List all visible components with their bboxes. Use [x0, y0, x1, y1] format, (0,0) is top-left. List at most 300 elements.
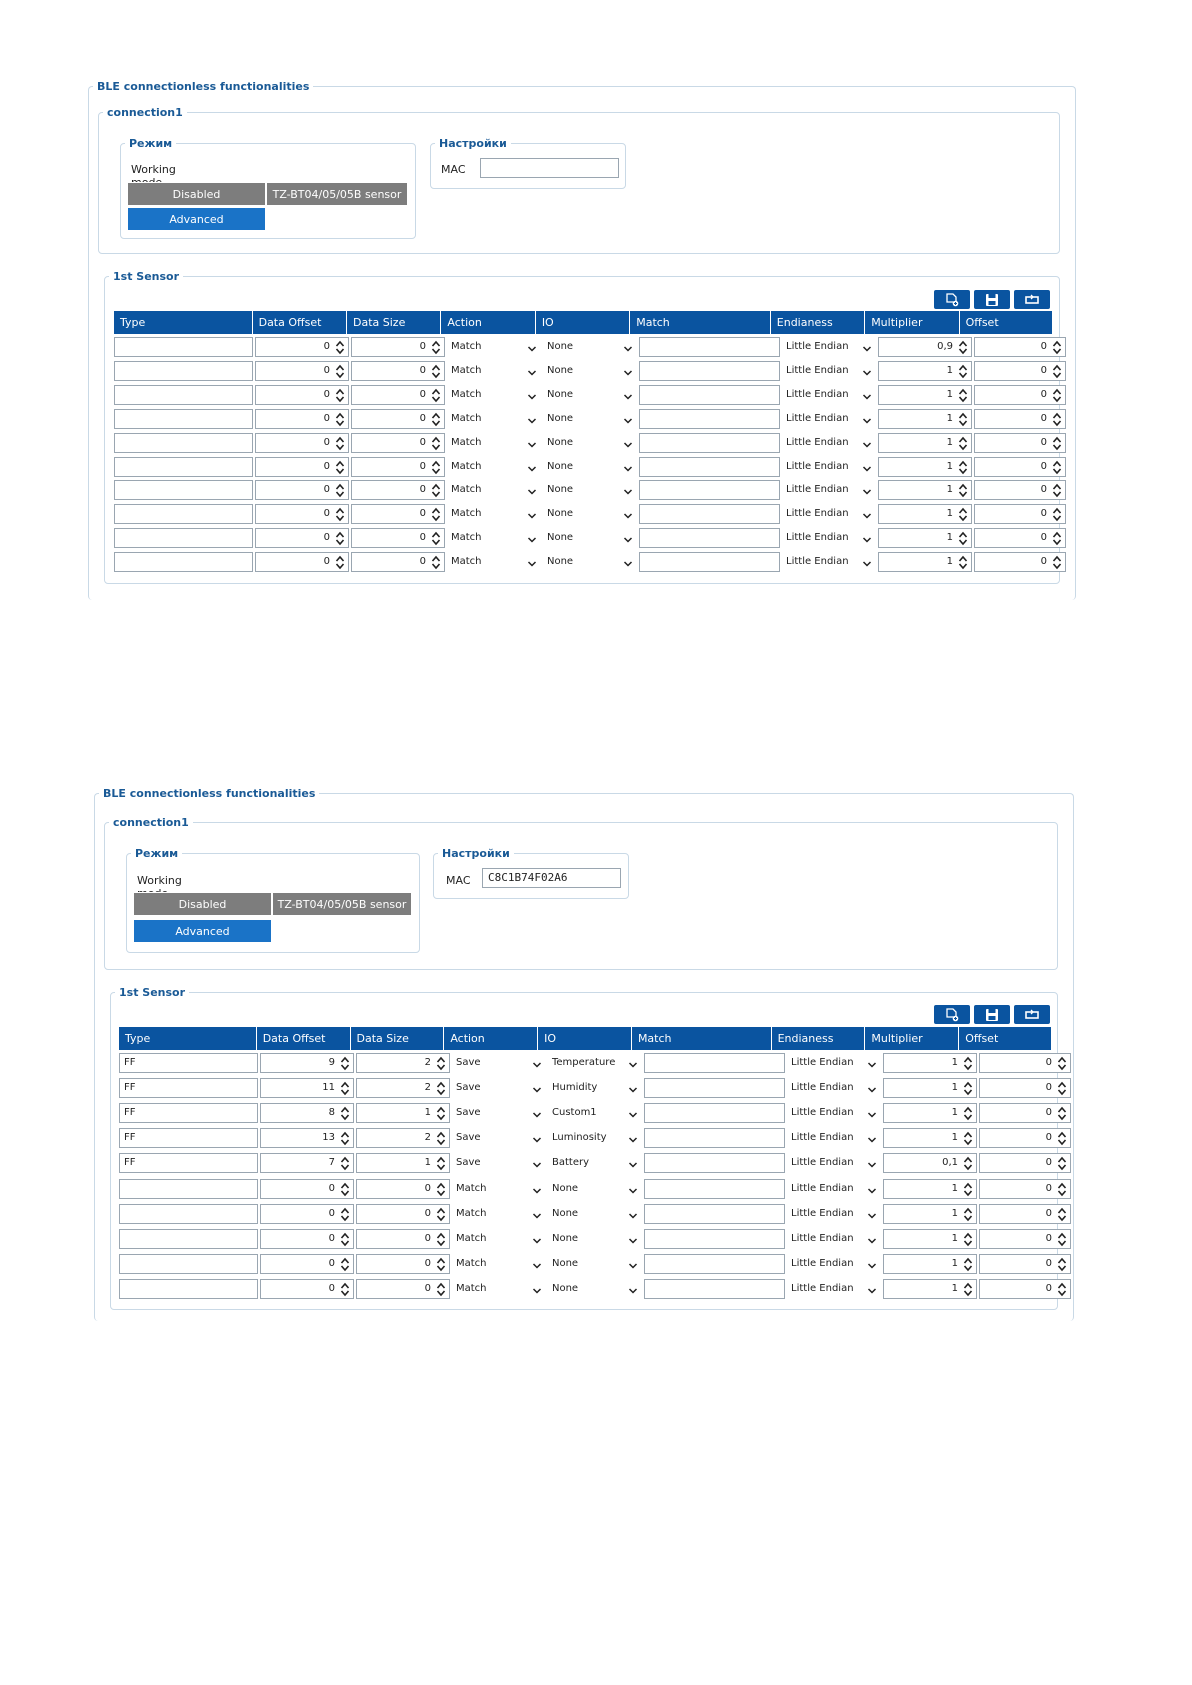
data-offset-spinner-value: 0: [323, 364, 330, 376]
data-offset-spinner[interactable]: [260, 1254, 354, 1274]
spinner-arrows-icon[interactable]: [963, 1056, 973, 1071]
spinner-arrows-icon[interactable]: [958, 507, 968, 522]
action-select[interactable]: [447, 528, 541, 548]
spinner-arrows-icon[interactable]: [436, 1056, 446, 1071]
data-offset-spinner[interactable]: [255, 337, 349, 357]
offset-spinner[interactable]: [974, 552, 1066, 572]
action-select-value: Match: [451, 436, 482, 448]
type-input[interactable]: [119, 1128, 258, 1148]
mode-disabled-button[interactable]: Disabled: [127, 182, 266, 206]
spinner-arrows-icon[interactable]: [335, 507, 345, 522]
spinner-arrows-icon[interactable]: [436, 1207, 446, 1222]
mode-sensor-button[interactable]: TZ-BT04/05/05B sensor: [266, 182, 408, 206]
spinner-arrows-icon[interactable]: [958, 555, 968, 570]
ble-title: BLE connectionless functionalities: [97, 80, 310, 93]
multiplier-spinner[interactable]: [883, 1103, 977, 1123]
match-input[interactable]: [644, 1229, 785, 1249]
spinner-arrows-icon[interactable]: [431, 364, 441, 379]
io-select[interactable]: [548, 1053, 642, 1073]
spinner-arrows-icon[interactable]: [958, 412, 968, 427]
io-select[interactable]: [543, 457, 637, 477]
type-input[interactable]: [119, 1204, 258, 1224]
io-select[interactable]: [548, 1204, 642, 1224]
chevron-down-icon: [527, 462, 537, 472]
multiplier-spinner[interactable]: [883, 1204, 977, 1224]
add-file-button[interactable]: [934, 1005, 970, 1024]
spinner-arrows-icon[interactable]: [436, 1282, 446, 1297]
multiplier-spinner[interactable]: [883, 1179, 977, 1199]
io-select[interactable]: [548, 1128, 642, 1148]
action-select[interactable]: [452, 1078, 546, 1098]
type-input[interactable]: [119, 1078, 258, 1098]
type-input[interactable]: [114, 337, 253, 357]
data-size-spinner[interactable]: [356, 1279, 450, 1299]
endianess-select[interactable]: [787, 1153, 881, 1173]
data-size-spinner[interactable]: [351, 337, 445, 357]
multiplier-spinner[interactable]: [883, 1078, 977, 1098]
endianess-select[interactable]: [782, 337, 876, 357]
endianess-select[interactable]: [782, 361, 876, 381]
io-select[interactable]: [543, 528, 637, 548]
io-select[interactable]: [543, 433, 637, 453]
match-input[interactable]: [639, 385, 780, 405]
offset-spinner[interactable]: [979, 1078, 1071, 1098]
data-size-spinner[interactable]: [351, 552, 445, 572]
offset-spinner[interactable]: [979, 1103, 1071, 1123]
multiplier-spinner[interactable]: [878, 385, 972, 405]
spinner-arrows-icon[interactable]: [335, 483, 345, 498]
spinner-arrows-icon[interactable]: [963, 1081, 973, 1096]
io-select[interactable]: [543, 337, 637, 357]
spinner-arrows-icon[interactable]: [1057, 1282, 1067, 1297]
multiplier-spinner[interactable]: [883, 1229, 977, 1249]
data-offset-spinner[interactable]: [255, 385, 349, 405]
offset-spinner[interactable]: [974, 385, 1066, 405]
spinner-arrows-icon[interactable]: [1057, 1156, 1067, 1171]
data-offset-spinner[interactable]: [260, 1078, 354, 1098]
spinner-arrows-icon[interactable]: [1057, 1257, 1067, 1272]
offset-spinner[interactable]: [979, 1229, 1071, 1249]
match-input[interactable]: [644, 1254, 785, 1274]
action-select-value: Save: [456, 1057, 481, 1068]
multiplier-spinner[interactable]: [878, 504, 972, 524]
offset-spinner[interactable]: [979, 1279, 1071, 1299]
data-size-spinner-value: 1: [424, 1157, 431, 1169]
spinner-arrows-icon[interactable]: [340, 1106, 350, 1121]
io-select[interactable]: [548, 1254, 642, 1274]
io-select[interactable]: [543, 504, 637, 524]
offset-spinner[interactable]: [974, 433, 1066, 453]
multiplier-spinner[interactable]: [883, 1053, 977, 1073]
match-input[interactable]: [639, 504, 780, 524]
endianess-select[interactable]: [782, 480, 876, 500]
spinner-arrows-icon[interactable]: [1057, 1182, 1067, 1197]
action-select[interactable]: [452, 1279, 546, 1299]
data-offset-spinner-value: 9: [328, 1057, 335, 1068]
offset-spinner[interactable]: [974, 361, 1066, 381]
match-input[interactable]: [644, 1153, 785, 1173]
spinner-arrows-icon[interactable]: [963, 1232, 973, 1247]
spinner-arrows-icon[interactable]: [431, 340, 441, 355]
spinner-arrows-icon[interactable]: [431, 460, 441, 475]
data-offset-spinner-value: 0: [323, 556, 330, 568]
match-input[interactable]: [644, 1103, 785, 1123]
spinner-arrows-icon[interactable]: [340, 1257, 350, 1272]
spinner-arrows-icon[interactable]: [340, 1282, 350, 1297]
data-offset-spinner[interactable]: [255, 552, 349, 572]
save-button[interactable]: [974, 290, 1010, 309]
endianess-select[interactable]: [782, 433, 876, 453]
endianess-select-value: Little Endian: [791, 1107, 854, 1119]
spinner-arrows-icon[interactable]: [340, 1207, 350, 1222]
offset-spinner[interactable]: [974, 504, 1066, 524]
spinner-arrows-icon[interactable]: [1052, 364, 1062, 379]
spinner-arrows-icon[interactable]: [958, 460, 968, 475]
data-size-spinner[interactable]: [356, 1153, 450, 1173]
column-header-endianess: Endianess: [772, 1027, 866, 1050]
data-size-spinner[interactable]: [356, 1103, 450, 1123]
spinner-arrows-icon[interactable]: [958, 531, 968, 546]
mode-sensor-button[interactable]: TZ-BT04/05/05B sensor: [272, 892, 412, 916]
io-select[interactable]: [543, 409, 637, 429]
action-select[interactable]: [452, 1053, 546, 1073]
offset-spinner[interactable]: [979, 1053, 1071, 1073]
spinner-arrows-icon[interactable]: [1057, 1056, 1067, 1071]
match-input[interactable]: [639, 361, 780, 381]
type-input[interactable]: [119, 1103, 258, 1123]
data-size-spinner[interactable]: [356, 1229, 450, 1249]
type-input[interactable]: [114, 433, 253, 453]
action-select[interactable]: [452, 1103, 546, 1123]
spinner-arrows-icon[interactable]: [335, 555, 345, 570]
endianess-select[interactable]: [782, 385, 876, 405]
data-size-spinner[interactable]: [356, 1078, 450, 1098]
spinner-arrows-icon[interactable]: [335, 531, 345, 546]
action-select[interactable]: [447, 337, 541, 357]
spinner-arrows-icon[interactable]: [1057, 1207, 1067, 1222]
data-size-spinner[interactable]: [351, 528, 445, 548]
type-input[interactable]: [119, 1279, 258, 1299]
action-select[interactable]: [452, 1229, 546, 1249]
spinner-arrows-icon[interactable]: [1052, 507, 1062, 522]
offset-spinner-value: 0: [1045, 1207, 1052, 1219]
spinner-arrows-icon[interactable]: [335, 436, 345, 451]
data-size-spinner[interactable]: [351, 504, 445, 524]
endianess-select[interactable]: [787, 1078, 881, 1098]
io-select[interactable]: [548, 1279, 642, 1299]
spinner-arrows-icon[interactable]: [340, 1232, 350, 1247]
offset-spinner[interactable]: [974, 409, 1066, 429]
io-select[interactable]: [543, 361, 637, 381]
data-offset-spinner[interactable]: [255, 409, 349, 429]
spinner-arrows-icon[interactable]: [1052, 531, 1062, 546]
table-row: [114, 433, 1068, 453]
action-select-value: Save: [456, 1157, 481, 1169]
spinner-arrows-icon[interactable]: [963, 1131, 973, 1146]
add-file-button[interactable]: [934, 290, 970, 309]
action-select[interactable]: [452, 1128, 546, 1148]
multiplier-spinner[interactable]: [878, 337, 972, 357]
match-input[interactable]: [639, 480, 780, 500]
data-offset-spinner[interactable]: [255, 361, 349, 381]
endianess-select[interactable]: [787, 1053, 881, 1073]
type-input[interactable]: [114, 361, 253, 381]
multiplier-spinner[interactable]: [883, 1153, 977, 1173]
multiplier-spinner[interactable]: [878, 433, 972, 453]
action-select[interactable]: [447, 409, 541, 429]
match-input[interactable]: [639, 337, 780, 357]
spinner-arrows-icon[interactable]: [958, 436, 968, 451]
spinner-arrows-icon[interactable]: [1057, 1106, 1067, 1121]
multiplier-spinner-value: 1: [946, 556, 953, 568]
spinner-arrows-icon[interactable]: [436, 1131, 446, 1146]
spinner-arrows-icon[interactable]: [431, 412, 441, 427]
spinner-arrows-icon[interactable]: [340, 1156, 350, 1171]
offset-spinner-value: 0: [1040, 364, 1047, 376]
spinner-arrows-icon[interactable]: [958, 340, 968, 355]
match-input[interactable]: [639, 457, 780, 477]
action-select[interactable]: [447, 433, 541, 453]
data-size-spinner[interactable]: [351, 480, 445, 500]
spinner-arrows-icon[interactable]: [958, 388, 968, 403]
spinner-arrows-icon[interactable]: [1052, 555, 1062, 570]
spinner-arrows-icon[interactable]: [963, 1182, 973, 1197]
type-input[interactable]: [114, 480, 253, 500]
spinner-arrows-icon[interactable]: [436, 1081, 446, 1096]
offset-spinner[interactable]: [974, 337, 1066, 357]
multiplier-spinner[interactable]: [878, 409, 972, 429]
spinner-arrows-icon[interactable]: [436, 1156, 446, 1171]
spinner-arrows-icon[interactable]: [1057, 1081, 1067, 1096]
multiplier-spinner-value: 1: [946, 388, 953, 400]
endianess-select-value: Little Endian: [791, 1057, 854, 1068]
spinner-arrows-icon[interactable]: [340, 1056, 350, 1071]
endianess-select[interactable]: [787, 1128, 881, 1148]
spinner-arrows-icon[interactable]: [335, 388, 345, 403]
multiplier-spinner[interactable]: [878, 361, 972, 381]
spinner-arrows-icon[interactable]: [431, 483, 441, 498]
data-offset-spinner[interactable]: [260, 1153, 354, 1173]
io-select[interactable]: [548, 1103, 642, 1123]
data-offset-spinner[interactable]: [255, 480, 349, 500]
action-select[interactable]: [447, 385, 541, 405]
offset-spinner[interactable]: [979, 1204, 1071, 1224]
data-offset-spinner[interactable]: [255, 457, 349, 477]
spinner-arrows-icon[interactable]: [431, 436, 441, 451]
endianess-select[interactable]: [782, 457, 876, 477]
type-input[interactable]: [114, 409, 253, 429]
transfer-icon: [1024, 294, 1040, 306]
spinner-arrows-icon[interactable]: [963, 1257, 973, 1272]
spinner-arrows-icon[interactable]: [1052, 412, 1062, 427]
match-input[interactable]: [644, 1279, 785, 1299]
offset-spinner[interactable]: [979, 1128, 1071, 1148]
action-select[interactable]: [452, 1204, 546, 1224]
type-input[interactable]: [119, 1053, 258, 1073]
spinner-arrows-icon[interactable]: [1052, 460, 1062, 475]
spinner-arrows-icon[interactable]: [335, 340, 345, 355]
data-size-spinner[interactable]: [351, 385, 445, 405]
endianess-select[interactable]: [782, 409, 876, 429]
transfer-button[interactable]: [1014, 1005, 1050, 1024]
endianess-select[interactable]: [787, 1279, 881, 1299]
multiplier-spinner[interactable]: [883, 1254, 977, 1274]
offset-spinner[interactable]: [974, 457, 1066, 477]
data-size-spinner[interactable]: [356, 1254, 450, 1274]
transfer-button[interactable]: [1014, 290, 1050, 309]
endianess-select[interactable]: [787, 1229, 881, 1249]
data-size-spinner[interactable]: [351, 433, 445, 453]
data-offset-spinner[interactable]: [260, 1128, 354, 1148]
mode-advanced-button[interactable]: Advanced: [133, 919, 272, 943]
type-input[interactable]: [119, 1179, 258, 1199]
match-input[interactable]: [644, 1179, 785, 1199]
action-select[interactable]: [447, 480, 541, 500]
type-input[interactable]: [114, 528, 253, 548]
data-offset-spinner[interactable]: [255, 433, 349, 453]
action-select[interactable]: [447, 457, 541, 477]
data-size-spinner-value: 0: [424, 1232, 431, 1244]
io-select[interactable]: [543, 480, 637, 500]
spinner-arrows-icon[interactable]: [340, 1081, 350, 1096]
multiplier-spinner[interactable]: [878, 552, 972, 572]
offset-spinner[interactable]: [979, 1254, 1071, 1274]
match-input[interactable]: [644, 1128, 785, 1148]
spinner-arrows-icon[interactable]: [436, 1232, 446, 1247]
mac-input[interactable]: [480, 158, 619, 178]
io-select[interactable]: [543, 552, 637, 572]
action-select-value: Save: [456, 1107, 481, 1119]
data-size-spinner[interactable]: [351, 361, 445, 381]
data-offset-spinner-value: 0: [328, 1282, 335, 1294]
spinner-arrows-icon[interactable]: [335, 412, 345, 427]
spinner-arrows-icon[interactable]: [335, 364, 345, 379]
spinner-arrows-icon[interactable]: [340, 1131, 350, 1146]
match-input[interactable]: [639, 433, 780, 453]
spinner-arrows-icon[interactable]: [1052, 436, 1062, 451]
data-offset-spinner[interactable]: [260, 1053, 354, 1073]
spinner-arrows-icon[interactable]: [963, 1106, 973, 1121]
endianess-select[interactable]: [782, 552, 876, 572]
multiplier-spinner-value: 1: [946, 364, 953, 376]
match-input[interactable]: [639, 409, 780, 429]
io-select[interactable]: [543, 385, 637, 405]
multiplier-spinner[interactable]: [883, 1128, 977, 1148]
endianess-select[interactable]: [787, 1254, 881, 1274]
spinner-arrows-icon[interactable]: [340, 1182, 350, 1197]
spinner-arrows-icon[interactable]: [958, 483, 968, 498]
endianess-select[interactable]: [782, 504, 876, 524]
data-size-spinner[interactable]: [356, 1179, 450, 1199]
match-input[interactable]: [639, 528, 780, 548]
spinner-arrows-icon[interactable]: [431, 555, 441, 570]
data-offset-spinner[interactable]: [260, 1279, 354, 1299]
chevron-down-icon: [527, 390, 537, 400]
io-select[interactable]: [548, 1153, 642, 1173]
endianess-select[interactable]: [787, 1179, 881, 1199]
spinner-arrows-icon[interactable]: [436, 1106, 446, 1121]
multiplier-spinner[interactable]: [878, 528, 972, 548]
offset-spinner[interactable]: [974, 480, 1066, 500]
io-select[interactable]: [548, 1229, 642, 1249]
match-input[interactable]: [639, 552, 780, 572]
mode-disabled-button[interactable]: Disabled: [133, 892, 272, 916]
action-select[interactable]: [452, 1179, 546, 1199]
io-select[interactable]: [548, 1179, 642, 1199]
data-size-spinner[interactable]: [356, 1053, 450, 1073]
type-input[interactable]: [114, 385, 253, 405]
spinner-arrows-icon[interactable]: [1052, 388, 1062, 403]
spinner-arrows-icon[interactable]: [1052, 483, 1062, 498]
offset-spinner[interactable]: [979, 1179, 1071, 1199]
data-size-spinner[interactable]: [356, 1128, 450, 1148]
multiplier-spinner[interactable]: [883, 1279, 977, 1299]
action-select[interactable]: [447, 361, 541, 381]
spinner-arrows-icon[interactable]: [436, 1257, 446, 1272]
data-offset-spinner[interactable]: [260, 1204, 354, 1224]
multiplier-spinner[interactable]: [878, 457, 972, 477]
spinner-arrows-icon[interactable]: [1057, 1131, 1067, 1146]
offset-spinner[interactable]: [979, 1153, 1071, 1173]
spinner-arrows-icon[interactable]: [963, 1207, 973, 1222]
spinner-arrows-icon[interactable]: [958, 364, 968, 379]
type-input[interactable]: [114, 552, 253, 572]
data-offset-spinner[interactable]: [260, 1179, 354, 1199]
data-size-spinner[interactable]: [351, 409, 445, 429]
data-size-spinner[interactable]: [351, 457, 445, 477]
spinner-arrows-icon[interactable]: [436, 1182, 446, 1197]
offset-spinner[interactable]: [974, 528, 1066, 548]
data-offset-spinner[interactable]: [255, 528, 349, 548]
spinner-arrows-icon[interactable]: [1052, 340, 1062, 355]
match-input[interactable]: [644, 1053, 785, 1073]
data-size-spinner-value: 1: [424, 1107, 431, 1119]
match-input[interactable]: [644, 1204, 785, 1224]
mac-input[interactable]: C8C1B74F02A6: [482, 868, 621, 888]
chevron-down-icon: [532, 1108, 542, 1118]
data-size-spinner[interactable]: [356, 1204, 450, 1224]
type-input[interactable]: [119, 1229, 258, 1249]
type-input[interactable]: [114, 504, 253, 524]
mode-advanced-button[interactable]: Advanced: [127, 207, 266, 231]
spinner-arrows-icon[interactable]: [335, 460, 345, 475]
endianess-select[interactable]: [787, 1204, 881, 1224]
type-input[interactable]: [119, 1254, 258, 1274]
multiplier-spinner[interactable]: [878, 480, 972, 500]
action-select[interactable]: [447, 552, 541, 572]
action-select[interactable]: [447, 504, 541, 524]
endianess-select[interactable]: [782, 528, 876, 548]
io-select[interactable]: [548, 1078, 642, 1098]
data-offset-spinner[interactable]: [260, 1103, 354, 1123]
data-offset-spinner[interactable]: [260, 1229, 354, 1249]
spinner-arrows-icon[interactable]: [963, 1156, 973, 1171]
spinner-arrows-icon[interactable]: [963, 1282, 973, 1297]
action-select[interactable]: [452, 1153, 546, 1173]
type-input[interactable]: [114, 457, 253, 477]
table-row: [114, 528, 1068, 548]
spinner-arrows-icon[interactable]: [431, 388, 441, 403]
endianess-select[interactable]: [787, 1103, 881, 1123]
spinner-arrows-icon[interactable]: [431, 507, 441, 522]
type-input[interactable]: [119, 1153, 258, 1173]
action-select[interactable]: [452, 1254, 546, 1274]
spinner-arrows-icon[interactable]: [431, 531, 441, 546]
match-input[interactable]: [644, 1078, 785, 1098]
save-button[interactable]: [974, 1005, 1010, 1024]
spinner-arrows-icon[interactable]: [1057, 1232, 1067, 1247]
data-offset-spinner[interactable]: [255, 504, 349, 524]
